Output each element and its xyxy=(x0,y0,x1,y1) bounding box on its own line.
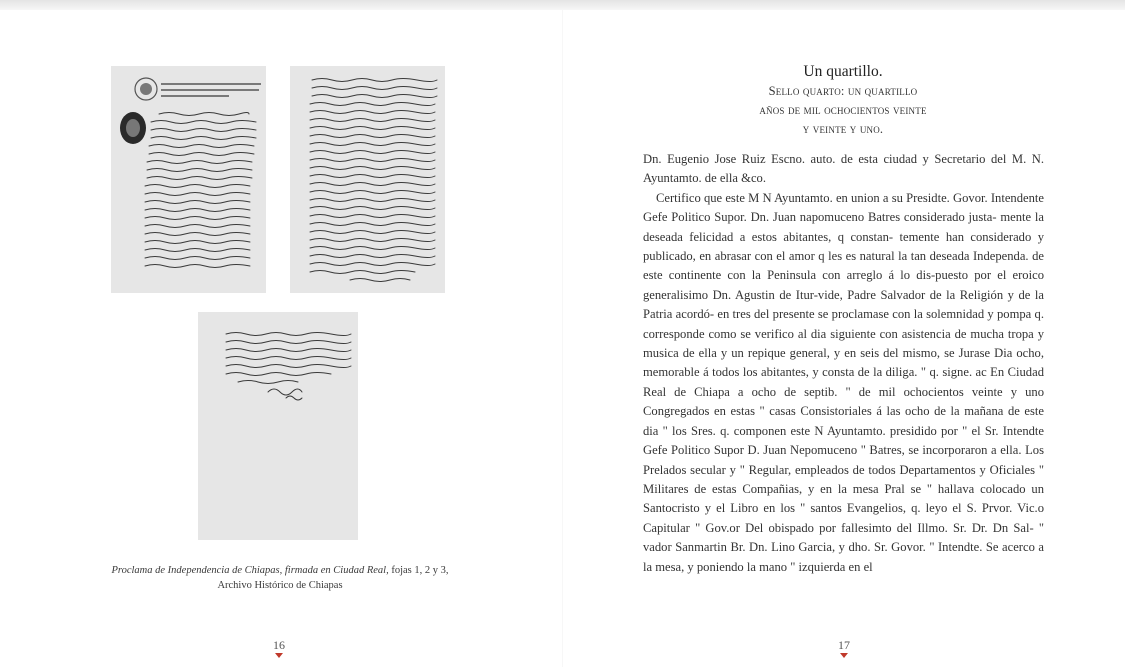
caption-italic: Proclama de Independencia de Chiapas, firmada en Ciudad Real, xyxy=(111,565,389,576)
manuscript-page-3-image xyxy=(198,312,358,540)
page-number-left xyxy=(264,638,294,658)
page-marker-icon xyxy=(275,653,283,658)
manuscript-page-1-image xyxy=(111,66,266,293)
transcription-body xyxy=(643,150,1044,577)
page-number-right xyxy=(829,638,859,658)
caption-archive: Archivo Histórico de Chiapas xyxy=(217,580,343,591)
paragraph-certification: Certifico que este M N Ayuntamto. en union a su Presidte. Govor. Intendente Gefe Politico Supor. Dn. Juan napomuceno Batres considerado justa- mente la deseada felicidad a estos abitantes, q constan- temente han considerado y publicado, en abrasar con el amor q les es natural la tan deseada Independa. de este continente con la Peninsula con arreglo á lo dis-puesto por el eroico generalisimo Dn. Agustin de Itur-vide, Padre Salvador de la Religión y de la Patria acordó- en tres del presente se proclamase con la solemnidad y pompa q. corresponde como se verifico al dia siguiente con asistencia de mucha tropa y musica de ella y un repique general, y en seis del mismo, se Jurase Dia ocho, memorable á todos los abitantes, y consta de la diliga. " q. signe. ac En Ciudad Real de Chiapa a ocho de septib. " de mil ochocientos veinte y uno Congregados en estas " casas Consistoriales á las ocho de la mañana de este dia " los Sres. q. componen este N Ayuntamto. presidido por " el Sr. Intendte Gefe Politico Supor D. Juan Nepomuceno " Batres, se incorporaron a ella. Los Prelados secular y " Regular, empleados de todos Departamentos y Oficiales " Militares de estas Compañias, y en la mesa Pral se " hallava colocado un Santocristo y el Libro en los " santos Evangelios, q. leyo el S. Prvor. Vic.o Capitular " Gov.or Del obispado por fallesimto del Illmo. Sr. Dr. Dn Sal- " vador Sanmartin Br. Dn. Lino Garcia, y dho. Sr. Govor. " Intendte. Se acerco a la mesa, y poniendo la mano " izquierda en el xyxy=(643,190,1044,574)
page-number-right-text: 17 xyxy=(838,638,850,652)
page-marker-icon xyxy=(840,653,848,658)
caption-folios: fojas 1, 2 y 3, xyxy=(388,565,449,576)
document-heading xyxy=(643,62,1043,139)
heading-title: Un quartillo. xyxy=(803,63,883,80)
heading-line-1: Sello quarto: un quartillo xyxy=(768,84,918,98)
paragraph-intro: Dn. Eugenio Jose Ruiz Escno. auto. de esta ciudad y Secretario del M. N. Ayuntamto. de ella &co. xyxy=(643,152,1044,186)
heading-line-2: años de mil ochocientos veinte xyxy=(759,103,927,117)
page-number-left-text: 16 xyxy=(273,638,285,652)
manuscript-page-2-image xyxy=(290,66,445,293)
figure-caption xyxy=(95,563,465,593)
viewer-top-bar xyxy=(0,0,1125,10)
page-gutter xyxy=(562,10,563,667)
heading-line-3: y veinte y uno. xyxy=(802,122,884,136)
